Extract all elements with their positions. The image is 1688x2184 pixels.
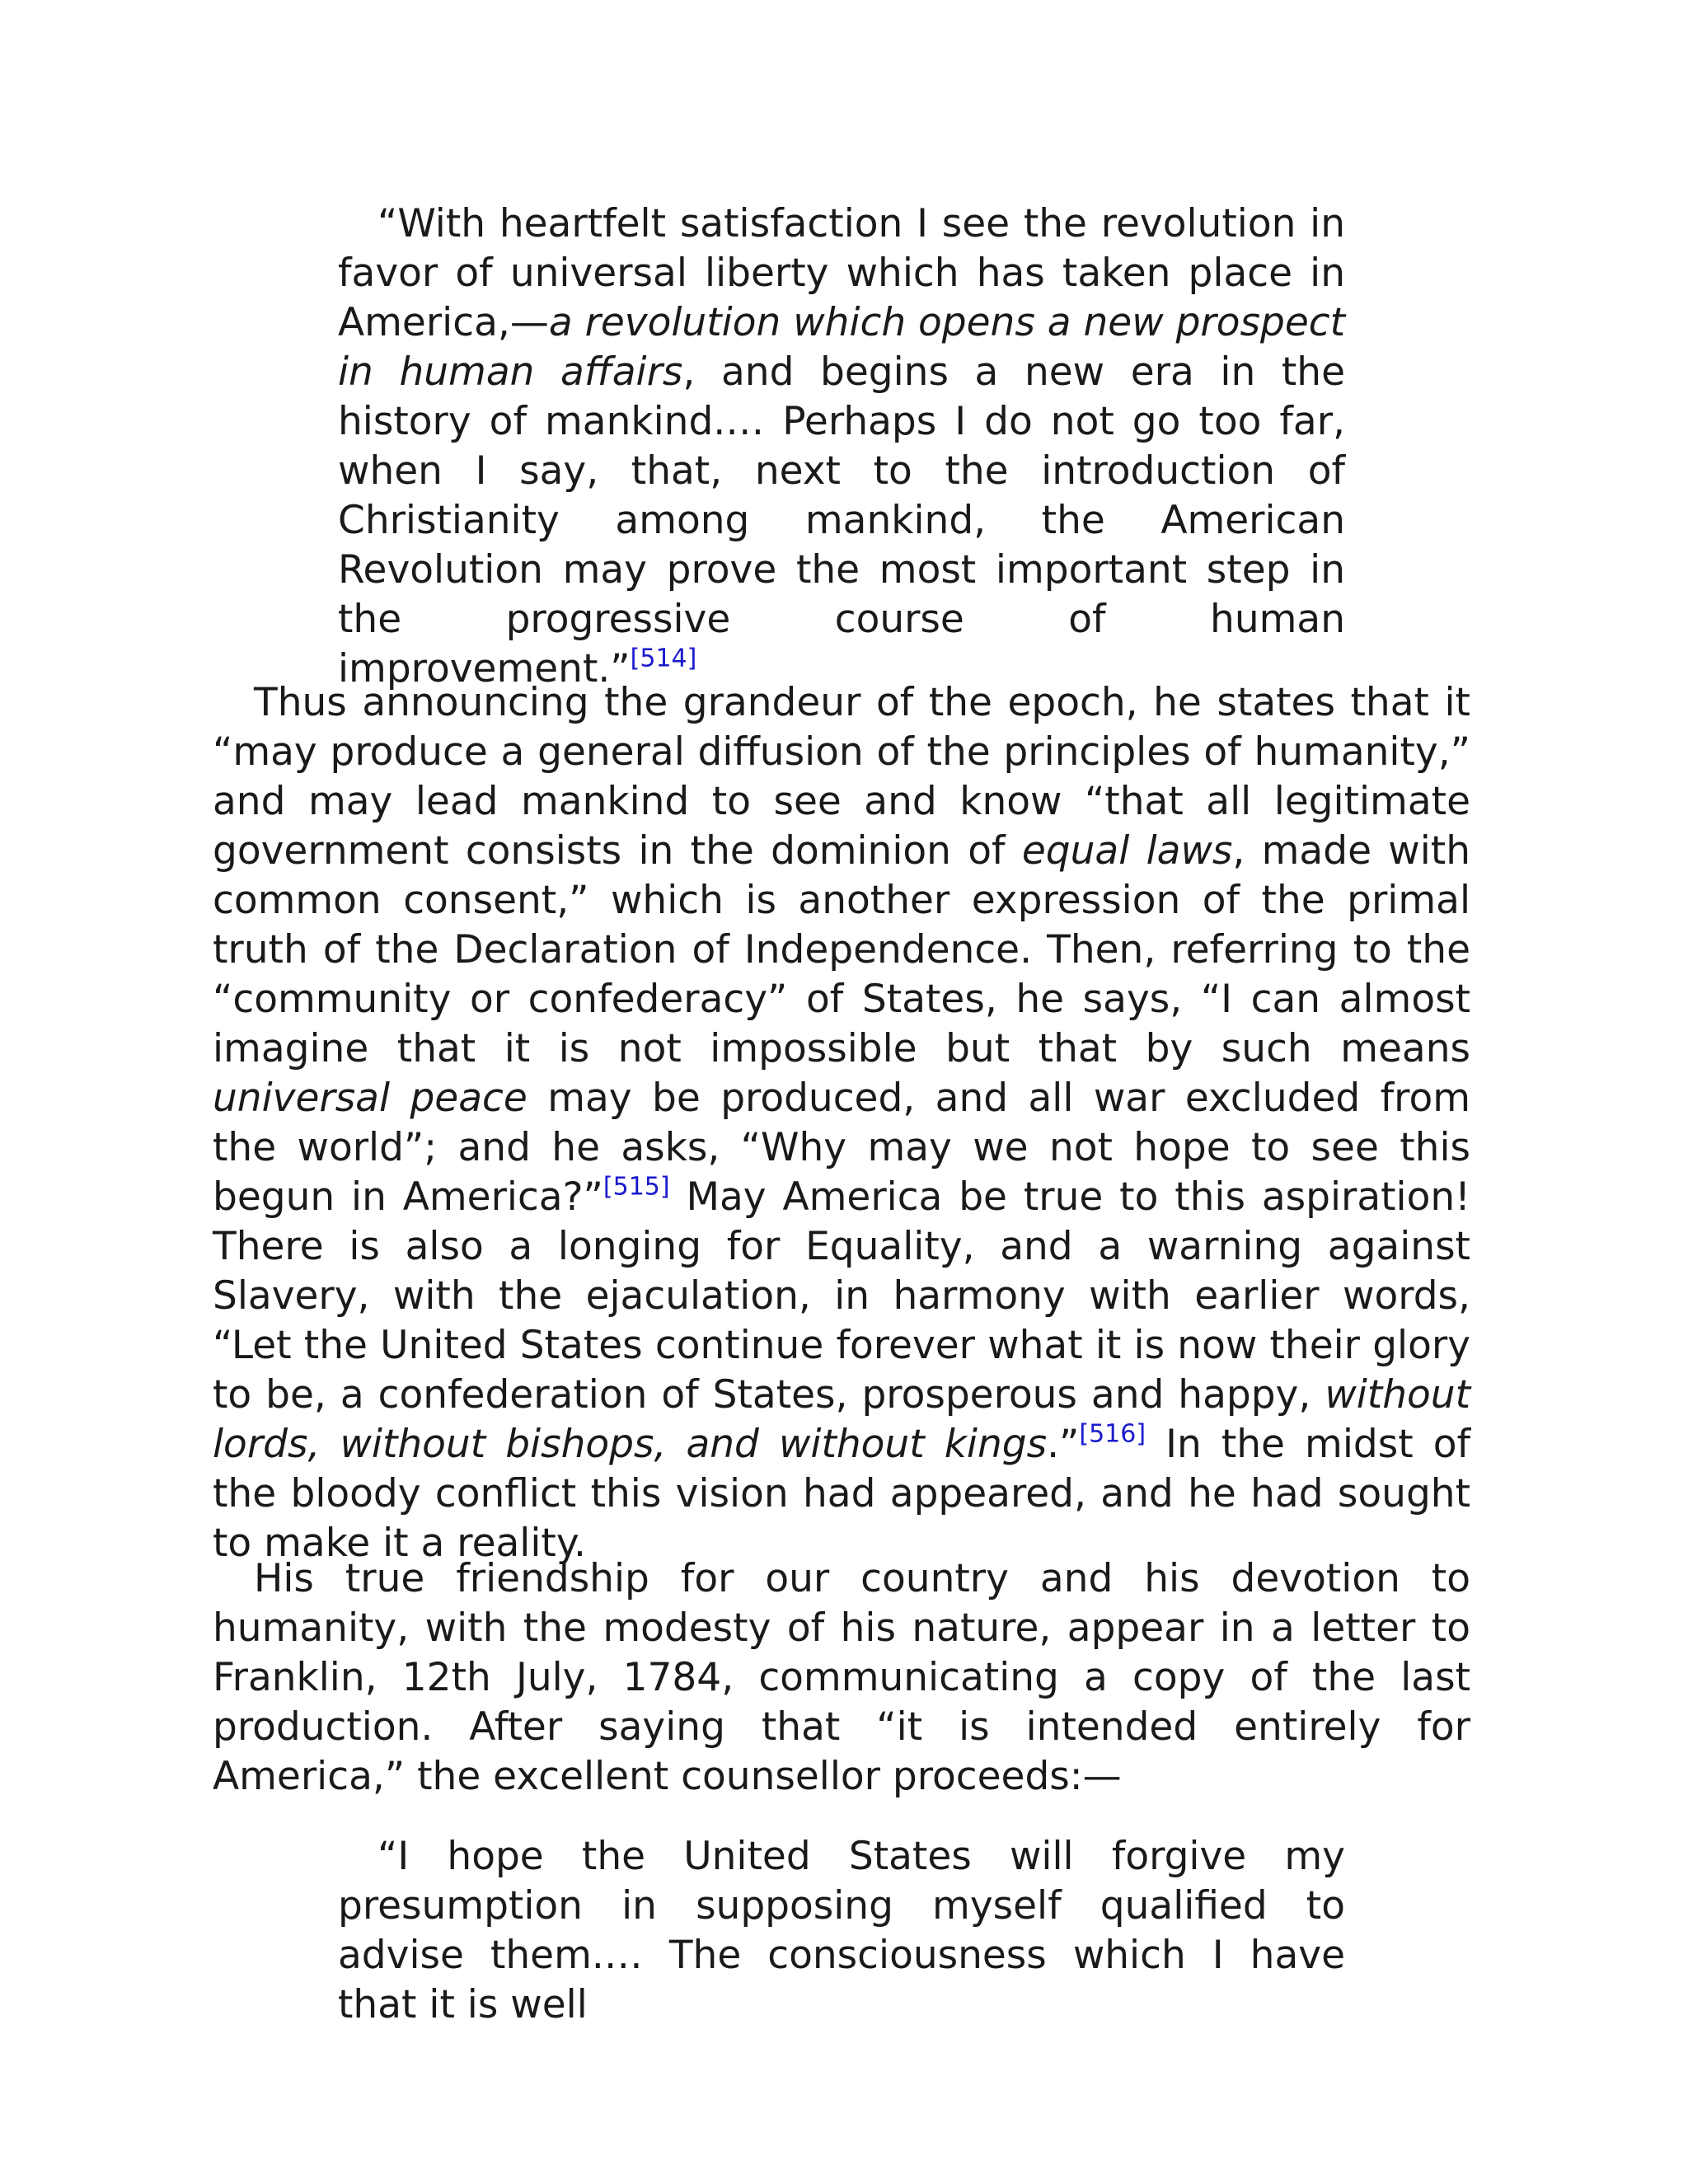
body-paragraph-grandeur xyxy=(213,678,1470,1568)
quote-emphasis: a revolution which opens a new prospect in human affairs xyxy=(338,300,1346,395)
paragraph-text: may be produced, and all war excluded from the world”; and he asks, “Why may we not hope to see this begun in America?” xyxy=(213,1076,1470,1220)
quote-text: “With heartfelt satisfaction I see the revolution in favor of universal liberty which has taken place in America,— xyxy=(338,201,1345,345)
paragraph-text: In the midst of the bloody conflict this vision had appeared, and he had sought to make it a reality. xyxy=(213,1422,1470,1566)
body-paragraph-friendship: His true friendship for our country and his devotion to humanity, with the modesty of his nature, appear in a letter to Franklin, 12th July, 1784, communicating a copy of the last production. After saying that “it is intended entirely for America,” the excellent counsellor proceeds:— xyxy=(213,1556,1470,1799)
footnote-link-516[interactable]: [516] xyxy=(1079,1419,1146,1449)
paragraph-text: May America be true to this aspiration! There is also a longing for Equality, and a warning against Slavery, with the ejaculation, in harmony with earlier words, “Let the United States continue forever what it is now their glory to be, a confederation of States, prosperous and happy, xyxy=(213,1174,1470,1418)
paragraph-text: Thus announcing the grandeur of the epoch, he states that it “may produce a general diffusion of the principles of humanity,” and may lead mankind to see and know “that all legitimate government consists in the dominion of xyxy=(213,680,1470,874)
block-quote-price xyxy=(338,199,1345,694)
footnote-link-515[interactable]: [515] xyxy=(603,1172,670,1202)
paragraph-text: .” xyxy=(1047,1422,1080,1467)
quote-text: , and begins a new era in the history of mankind.… Perhaps I do not go too far, when I say, that, next to the introduction of Christianity among mankind, the American Revolution may prove the most important step in the progressive course of human improvement.” xyxy=(338,349,1345,691)
footnote-link-514[interactable]: [514] xyxy=(630,644,697,673)
paragraph-text: , made with common consent,” which is another expression of the primal truth of the Declaration of Independence. Then, referring to the “community or confederacy” of States, he says, “I can almost imagine that it is not impossible but that by such means xyxy=(213,828,1471,1071)
block-quote-presumption: “I hope the United States will forgive my presumption in supposing myself qualified to advise them.… The consciousness which I have that it is well xyxy=(338,1834,1345,2027)
emphasis-universal-peace: universal peace xyxy=(213,1076,528,1121)
emphasis-without-lords: without lords, without bishops, and without kings xyxy=(213,1372,1470,1467)
emphasis-equal-laws: equal laws xyxy=(1021,828,1233,874)
